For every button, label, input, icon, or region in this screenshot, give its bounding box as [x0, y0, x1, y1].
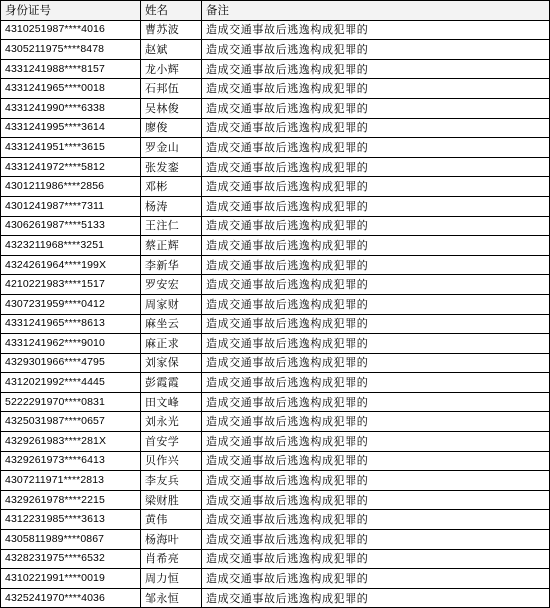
table-row	[1, 373, 550, 393]
name-column-header: 姓名	[141, 1, 202, 21]
name-cell: 肖希亮	[141, 549, 202, 569]
name-cell: 李新华	[141, 255, 202, 275]
id-number-cell: 4331241972****5812	[1, 157, 141, 177]
id-number-cell: 4331241951****3615	[1, 138, 141, 158]
id-number-cell: 4307231959****0412	[1, 294, 141, 314]
id-number-cell: 4324261964****199X	[1, 255, 141, 275]
note-cell: 造成交通事故后逃逸构成犯罪的	[202, 294, 550, 314]
table-row	[1, 20, 550, 40]
note-cell: 造成交通事故后逃逸构成犯罪的	[202, 588, 550, 608]
note-cell: 造成交通事故后逃逸构成犯罪的	[202, 334, 550, 354]
table-row	[1, 471, 550, 491]
id-number-cell: 4305211975****8478	[1, 40, 141, 60]
note-cell: 造成交通事故后逃逸构成犯罪的	[202, 40, 550, 60]
name-cell: 龙小辉	[141, 59, 202, 79]
name-cell: 李友兵	[141, 471, 202, 491]
table-row	[1, 451, 550, 471]
table-row	[1, 98, 550, 118]
table-row	[1, 530, 550, 550]
id-number-cell: 4331241965****0018	[1, 79, 141, 99]
note-cell: 造成交通事故后逃逸构成犯罪的	[202, 392, 550, 412]
note-cell: 造成交通事故后逃逸构成犯罪的	[202, 510, 550, 530]
name-cell: 杨涛	[141, 196, 202, 216]
name-cell: 王注仁	[141, 216, 202, 236]
note-cell: 造成交通事故后逃逸构成犯罪的	[202, 138, 550, 158]
note-cell: 造成交通事故后逃逸构成犯罪的	[202, 79, 550, 99]
id-number-cell: 4331241962****9010	[1, 334, 141, 354]
note-cell: 造成交通事故后逃逸构成犯罪的	[202, 432, 550, 452]
table-body	[1, 20, 550, 608]
table-row	[1, 177, 550, 197]
name-cell: 彭霞霞	[141, 373, 202, 393]
table-row	[1, 157, 550, 177]
note-cell: 造成交通事故后逃逸构成犯罪的	[202, 59, 550, 79]
name-cell: 刘永光	[141, 412, 202, 432]
note-cell: 造成交通事故后逃逸构成犯罪的	[202, 177, 550, 197]
note-cell: 造成交通事故后逃逸构成犯罪的	[202, 20, 550, 40]
name-cell: 贝作兴	[141, 451, 202, 471]
id-number-cell: 4301211986****2856	[1, 177, 141, 197]
table-row	[1, 118, 550, 138]
table-row	[1, 79, 550, 99]
note-cell: 造成交通事故后逃逸构成犯罪的	[202, 373, 550, 393]
table-row	[1, 549, 550, 569]
table-row	[1, 490, 550, 510]
name-cell: 蔡正辉	[141, 236, 202, 256]
table-row	[1, 236, 550, 256]
table-row	[1, 196, 550, 216]
table-row	[1, 588, 550, 608]
table-row	[1, 392, 550, 412]
name-cell: 周力恒	[141, 569, 202, 589]
name-cell: 张发銮	[141, 157, 202, 177]
note-cell: 造成交通事故后逃逸构成犯罪的	[202, 314, 550, 334]
id-number-cell: 4305811989****0867	[1, 530, 141, 550]
name-cell: 首安学	[141, 432, 202, 452]
note-cell: 造成交通事故后逃逸构成犯罪的	[202, 98, 550, 118]
note-cell: 造成交通事故后逃逸构成犯罪的	[202, 236, 550, 256]
note-cell: 造成交通事故后逃逸构成犯罪的	[202, 530, 550, 550]
note-cell: 造成交通事故后逃逸构成犯罪的	[202, 255, 550, 275]
name-cell: 周家财	[141, 294, 202, 314]
id-number-cell: 4310221991****0019	[1, 569, 141, 589]
table-row	[1, 334, 550, 354]
name-cell: 麻坐云	[141, 314, 202, 334]
name-cell: 廖俊	[141, 118, 202, 138]
id-column-header: 身份证号	[1, 1, 141, 21]
name-cell: 邓彬	[141, 177, 202, 197]
table-row	[1, 314, 550, 334]
id-number-cell: 4331241988****8157	[1, 59, 141, 79]
note-cell: 造成交通事故后逃逸构成犯罪的	[202, 490, 550, 510]
note-cell: 造成交通事故后逃逸构成犯罪的	[202, 216, 550, 236]
id-number-cell: 4306261987****5133	[1, 216, 141, 236]
name-cell: 杨海叶	[141, 530, 202, 550]
id-number-cell: 4329261983****281X	[1, 432, 141, 452]
table-row	[1, 432, 550, 452]
table-row	[1, 255, 550, 275]
note-cell: 造成交通事故后逃逸构成犯罪的	[202, 196, 550, 216]
name-cell: 罗安宏	[141, 275, 202, 295]
table-row	[1, 138, 550, 158]
id-number-cell: 4307211971****2813	[1, 471, 141, 491]
table-row	[1, 40, 550, 60]
note-column-header: 备注	[202, 1, 550, 21]
id-number-cell: 4329261978****2215	[1, 490, 141, 510]
id-number-cell: 4312231985****3613	[1, 510, 141, 530]
name-cell: 梁财胜	[141, 490, 202, 510]
name-cell: 曹苏波	[141, 20, 202, 40]
id-number-cell: 4328231975****6532	[1, 549, 141, 569]
id-number-cell: 4301241987****7311	[1, 196, 141, 216]
table-row	[1, 353, 550, 373]
table-row	[1, 569, 550, 589]
id-number-cell: 4310251987****4016	[1, 20, 141, 40]
id-number-cell: 4331241990****6338	[1, 98, 141, 118]
note-cell: 造成交通事故后逃逸构成犯罪的	[202, 569, 550, 589]
id-number-cell: 4331241995****3614	[1, 118, 141, 138]
id-number-cell: 5222291970****0831	[1, 392, 141, 412]
id-number-cell: 4325241970****4036	[1, 588, 141, 608]
name-cell: 田文峰	[141, 392, 202, 412]
id-number-cell: 4312021992****4445	[1, 373, 141, 393]
note-cell: 造成交通事故后逃逸构成犯罪的	[202, 118, 550, 138]
name-cell: 麻正求	[141, 334, 202, 354]
id-number-cell: 4325031987****0657	[1, 412, 141, 432]
id-number-cell: 4329301966****4795	[1, 353, 141, 373]
id-number-cell: 4210221983****1517	[1, 275, 141, 295]
header-row	[1, 1, 550, 21]
note-cell: 造成交通事故后逃逸构成犯罪的	[202, 412, 550, 432]
table-row	[1, 510, 550, 530]
name-cell: 刘家保	[141, 353, 202, 373]
name-cell: 黄伟	[141, 510, 202, 530]
id-number-cell: 4329261973****6413	[1, 451, 141, 471]
table-row	[1, 275, 550, 295]
table-row	[1, 59, 550, 79]
name-cell: 石邦伍	[141, 79, 202, 99]
note-cell: 造成交通事故后逃逸构成犯罪的	[202, 275, 550, 295]
table-row	[1, 216, 550, 236]
table-row	[1, 294, 550, 314]
note-cell: 造成交通事故后逃逸构成犯罪的	[202, 157, 550, 177]
name-cell: 罗金山	[141, 138, 202, 158]
note-cell: 造成交通事故后逃逸构成犯罪的	[202, 451, 550, 471]
name-cell: 赵斌	[141, 40, 202, 60]
id-number-cell: 4331241965****8613	[1, 314, 141, 334]
table-row	[1, 412, 550, 432]
note-cell: 造成交通事故后逃逸构成犯罪的	[202, 471, 550, 491]
id-number-cell: 4323211968****3251	[1, 236, 141, 256]
note-cell: 造成交通事故后逃逸构成犯罪的	[202, 549, 550, 569]
note-cell: 造成交通事故后逃逸构成犯罪的	[202, 353, 550, 373]
name-cell: 吴林俊	[141, 98, 202, 118]
name-cell: 邹永恒	[141, 588, 202, 608]
